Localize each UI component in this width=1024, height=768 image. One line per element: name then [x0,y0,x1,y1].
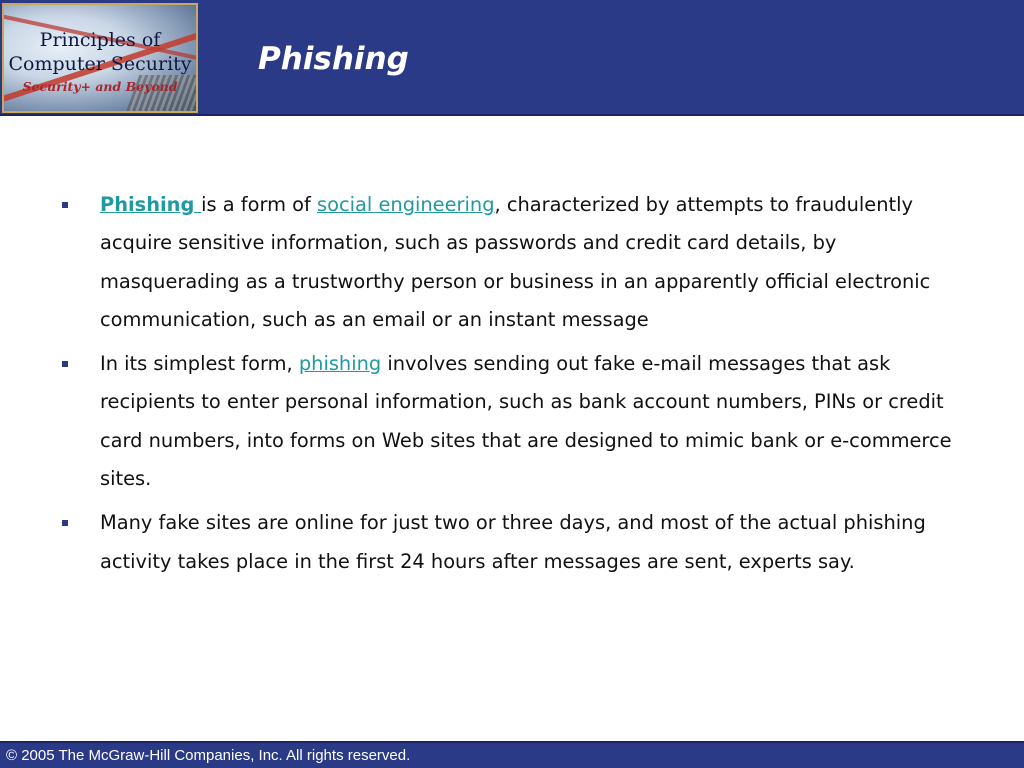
logo-line-3: Security+ and Beyond [22,79,178,94]
logo-line-1: Principles of [39,29,161,51]
bullet-text: , characterized by attempts to fraudulently acquire sensitive information, such as passwords and credit card details, by masquerading as a trustworthy person or business in an apparently official electronic communication, such as an email or an instant message [100,193,931,331]
bullet-text: is a form of [201,193,318,216]
bullet-square-icon [62,202,68,208]
slide-header [0,0,1024,116]
logo-line-2: Computer Security [8,53,192,75]
bullet-text: involves sending out fake e-mail messages that ask recipients to enter personal information, such as bank account numbers, PINs or credit card numbers, into forms on Web sites that are designed to mimic bank or e-commerce sites. [100,352,952,491]
book-logo [2,3,198,113]
bullet-item [62,345,952,498]
bullet-item [62,186,952,339]
slide-title: Phishing [258,41,409,77]
bullet-list [62,186,952,587]
bullet-item [62,504,952,581]
phishing-keyword-link[interactable]: Phishing [100,193,202,216]
copyright-text: © 2005 The McGraw-Hill Companies, Inc. All rights reserved. [6,747,411,764]
bullet-text: In its simplest form, [100,352,299,376]
bullet-square-icon [62,361,68,367]
bullet-text: Many fake sites are online for just two or three days, and most of the actual phishing activity takes place in the first 24 hours after messages are sent, experts say. [100,511,926,573]
social-engineering-link[interactable]: social engineering [317,193,495,216]
phishing-link[interactable]: phishing [298,352,382,376]
bullet-square-icon [62,520,68,526]
slide-footer [0,741,1024,768]
